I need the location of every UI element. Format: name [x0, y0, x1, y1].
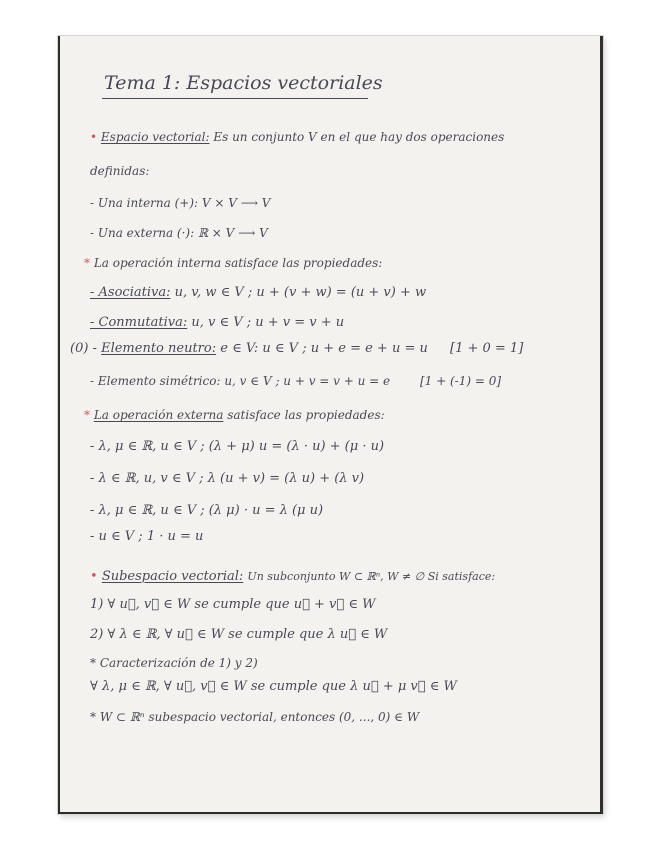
- note-line-8: [70, 342, 523, 356]
- page-title: Tema 1: Espacios vectoriales: [104, 72, 383, 94]
- note-line-19: ∀ λ, μ ∈ ℝ, ∀ u⃗, v⃗ ∈ W se cumple que λ u⃗ + μ v⃗ ∈ W: [90, 679, 457, 694]
- bullet: •: [90, 130, 98, 144]
- bullet: *: [84, 408, 90, 422]
- term-label: Subespacio vectorial:: [101, 569, 244, 584]
- note-line-10: [84, 408, 385, 422]
- note-line-4: - Una externa (·): ℝ × V ⟶ V: [90, 226, 268, 240]
- line-text: Es un conjunto V en el que hay dos operaciones: [213, 130, 505, 144]
- example-note: [1 + (-1) = 0]: [419, 374, 502, 388]
- property-text: e ∈ V: u ∈ V ; u + e = e + u = u: [220, 341, 428, 356]
- property-text: u, v, w ∈ V ; u + (v + w) = (u + v) + w: [174, 285, 427, 300]
- note-line-12: - λ ∈ ℝ, u, v ∈ V ; λ (u + v) = (λ u) + (λ v): [90, 471, 365, 486]
- title-underline: [102, 98, 368, 99]
- note-line-5: [84, 256, 382, 270]
- note-line-15: [90, 570, 495, 584]
- note-line-3: - Una interna (+): V × V ⟶ V: [90, 196, 271, 210]
- property-label: Elemento neutro:: [101, 341, 217, 356]
- note-line-1: [90, 130, 504, 144]
- note-line-17: 2) ∀ λ ∈ ℝ, ∀ u⃗ ∈ W se cumple que λ u⃗ ∈ W: [90, 627, 388, 642]
- property-label: - Conmutativa:: [90, 315, 188, 330]
- note-line-14: - u ∈ V ; 1 · u = u: [90, 529, 204, 544]
- note-line-13: - λ, μ ∈ ℝ, u ∈ V ; (λ μ) · u = λ (μ u): [90, 503, 324, 518]
- section-label: La operación externa: [93, 408, 224, 422]
- bullet: *: [84, 256, 90, 270]
- note-line-20: * W ⊂ ℝⁿ subespacio vectorial, entonces (0, ..., 0) ∈ W: [90, 710, 420, 724]
- note-line-11: - λ, μ ∈ ℝ, u ∈ V ; (λ + μ) u = (λ · u) + (μ · u): [90, 439, 385, 454]
- line-text: La operación interna satisface las propiedades:: [93, 256, 383, 270]
- line-text: satisface las propiedades:: [227, 408, 385, 422]
- property-label: - Asociativa:: [90, 285, 171, 300]
- note-line-16: 1) ∀ u⃗, v⃗ ∈ W se cumple que u⃗ + v⃗ ∈ W: [90, 597, 376, 612]
- note-line-6: [90, 286, 426, 300]
- property-text: u, v ∈ V ; u + v = v + u: [191, 315, 345, 330]
- note-line-18: * Caracterización de 1) y 2): [90, 656, 258, 670]
- line-text: Un subconjunto W ⊂ ℝⁿ, W ≠ ∅ Si satisface:: [247, 570, 496, 583]
- line-prefix: (0) -: [70, 341, 97, 356]
- note-line-9: [90, 374, 501, 388]
- term-label: Espacio vectorial:: [100, 130, 210, 144]
- example-note: [1 + 0 = 1]: [450, 341, 524, 356]
- bullet: •: [90, 569, 98, 584]
- note-line-7: [90, 316, 344, 330]
- property-text: - Elemento simétrico: u, v ∈ V ; u + v = v + u = e: [90, 374, 391, 388]
- note-line-2: definidas:: [90, 164, 150, 178]
- notebook-page: [58, 36, 603, 814]
